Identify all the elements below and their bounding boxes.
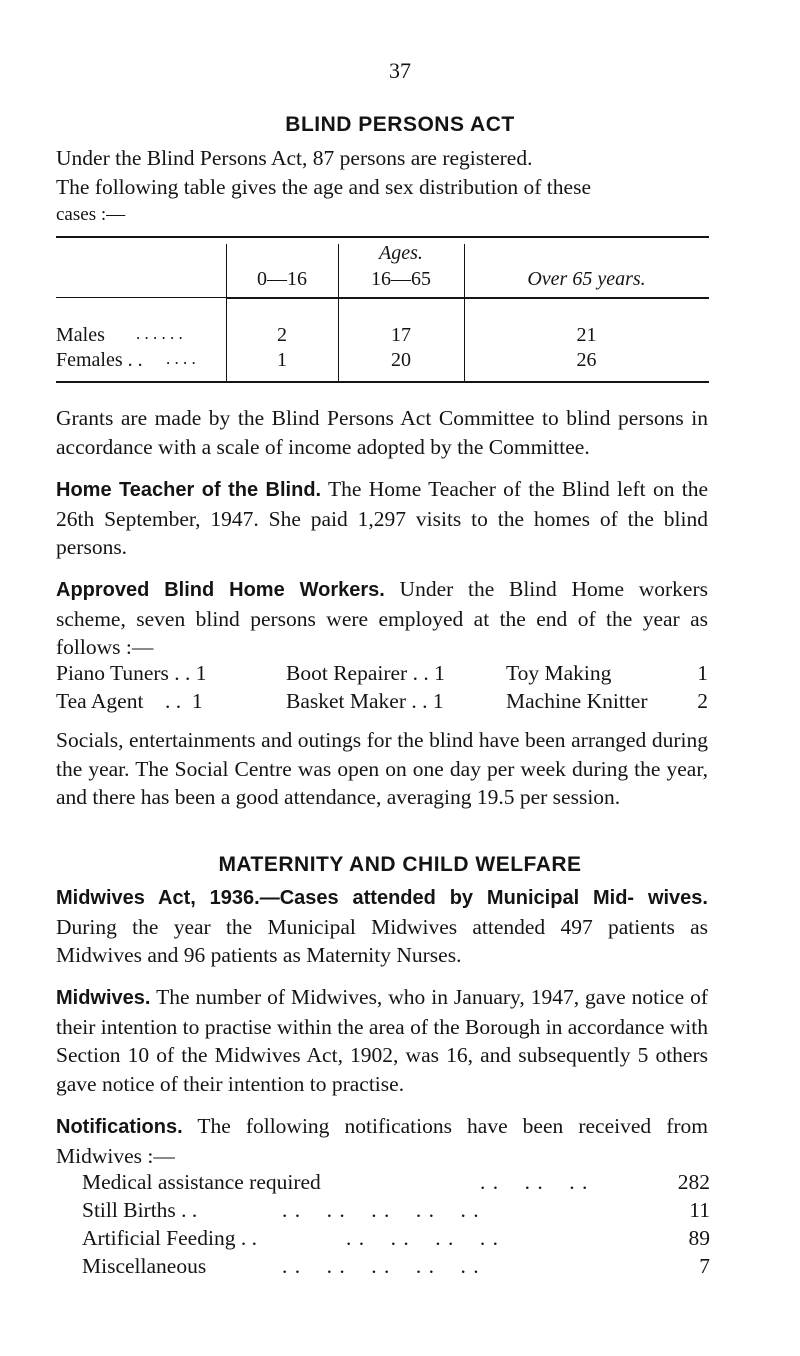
blind-intro-line1: Under the Blind Persons Act, 87 persons are registered. — [56, 146, 533, 170]
females-0-16: 1 — [277, 349, 287, 371]
notification-label: Miscellaneous — [82, 1254, 207, 1278]
notification-value: 7 — [699, 1254, 710, 1278]
maternity-heading: MATERNITY AND CHILD WELFARE — [218, 853, 582, 876]
home-teacher-heading: Home Teacher of the Blind. — [56, 479, 322, 501]
notification-value: 282 — [677, 1170, 710, 1194]
jobs-row-1 — [56, 661, 708, 689]
row-leader-males: . . . . . . — [136, 324, 183, 343]
midwives-act-text: During the year the Municipal Midwives attended 497 patients as Midwives and 96 patients as Maternity Nurses. — [56, 914, 708, 967]
males-0-16: 2 — [277, 324, 287, 346]
midwives-heading: Midwives. — [56, 987, 151, 1009]
table-header-rule — [226, 297, 709, 299]
males-over-65: 21 — [576, 324, 597, 346]
table-header-rule-left — [56, 297, 226, 298]
row-label-females: Females . . — [56, 349, 143, 371]
job-basket-maker: Basket Maker . . 1 — [286, 689, 444, 713]
workers-heading: Approved Blind Home Workers. — [56, 579, 385, 601]
notifications-heading: Notifications. — [56, 1116, 183, 1138]
midwives-act-paragraph — [56, 883, 708, 970]
notification-row — [82, 1226, 710, 1254]
blind-intro-line2: The following table gives the age and sex distribution of these — [56, 174, 591, 199]
job-toy-making-count: 1 — [697, 661, 708, 685]
notification-row — [82, 1198, 710, 1226]
notification-row — [82, 1254, 710, 1282]
notifications-text: The following notifications have been received from Midwives :— — [56, 1114, 708, 1168]
col-header-over-65: Over 65 years. — [527, 268, 646, 290]
notification-label: Medical assistance required — [82, 1170, 321, 1194]
job-piano-tuners: Piano Tuners . . 1 — [56, 661, 207, 685]
notification-label: Artificial Feeding . . — [82, 1226, 257, 1250]
notification-value: 11 — [689, 1198, 710, 1222]
page-number: 37 — [389, 58, 411, 83]
notification-label: Still Births . . — [82, 1198, 198, 1222]
females-over-65: 26 — [576, 349, 597, 371]
job-tea-agent: Tea Agent . . 1 — [56, 689, 203, 713]
notification-leader: . . . . . . . . . . — [282, 1254, 480, 1278]
socials-paragraph: Socials, entertainments and outings for the blind have been arranged during the year. The Social Centre was open on one day per week during the year, and there has been a good attendance, averaging 19.5 per session. — [56, 728, 708, 809]
table-top-rule — [56, 236, 709, 238]
job-machine-knitter: Machine Knitter — [506, 689, 648, 713]
ages-header: Ages. — [379, 242, 423, 264]
females-16-65: 20 — [391, 349, 411, 371]
males-16-65: 17 — [391, 324, 411, 346]
notification-leader: . . . . . . . . — [346, 1226, 499, 1250]
row-leader-females: . . . . — [166, 349, 196, 368]
col-header-0-16: 0—16 — [257, 268, 307, 290]
midwives-paragraph — [56, 983, 708, 1098]
blind-persons-heading: BLIND PERSONS ACT — [285, 113, 515, 136]
jobs-row-2 — [56, 689, 708, 717]
grants-paragraph: Grants are made by the Blind Persons Act Committee to blind persons in accordance with a scale of income adopted by the Committee. — [56, 406, 708, 459]
job-machine-knitter-count: 2 — [697, 689, 708, 713]
age-sex-table — [56, 236, 709, 371]
row-label-males: Males — [56, 324, 105, 346]
col-header-16-65: 16—65 — [371, 268, 431, 290]
job-toy-making: Toy Making — [506, 661, 612, 685]
notification-value: 89 — [688, 1226, 710, 1250]
midwives-text: The number of Midwives, who in January, 1947, gave notice of their intention to practise within the area of the Borough in accordance with Section 10 of the Midwives Act, 1902, was 16, and subsequently 5 others gave notice of their intention to practise. — [56, 985, 708, 1096]
home-teacher-text: The Home Teacher of the Blind left on the 26th September, 1947. She paid 1,297 visits to the homes of the blind persons. — [56, 477, 708, 559]
workers-paragraph — [56, 575, 708, 662]
blind-intro-line3: cases :— — [56, 204, 126, 225]
job-boot-repairer: Boot Repairer . . 1 — [286, 661, 445, 685]
blind-intro — [56, 144, 708, 230]
notifications-paragraph — [56, 1112, 708, 1170]
midwives-act-heading: Midwives Act, 1936.—Cases attended by Municipal Mid- wives. — [56, 887, 708, 909]
home-teacher-paragraph — [56, 475, 708, 562]
notification-leader: . . . . . . — [480, 1170, 589, 1194]
workers-text: Under the Blind Home workers scheme, seven blind persons were employed at the end of the year as follows :— — [56, 577, 708, 659]
notification-row — [82, 1170, 710, 1198]
notification-leader: . . . . . . . . . . — [282, 1198, 480, 1222]
table-bottom-rule — [56, 381, 709, 383]
